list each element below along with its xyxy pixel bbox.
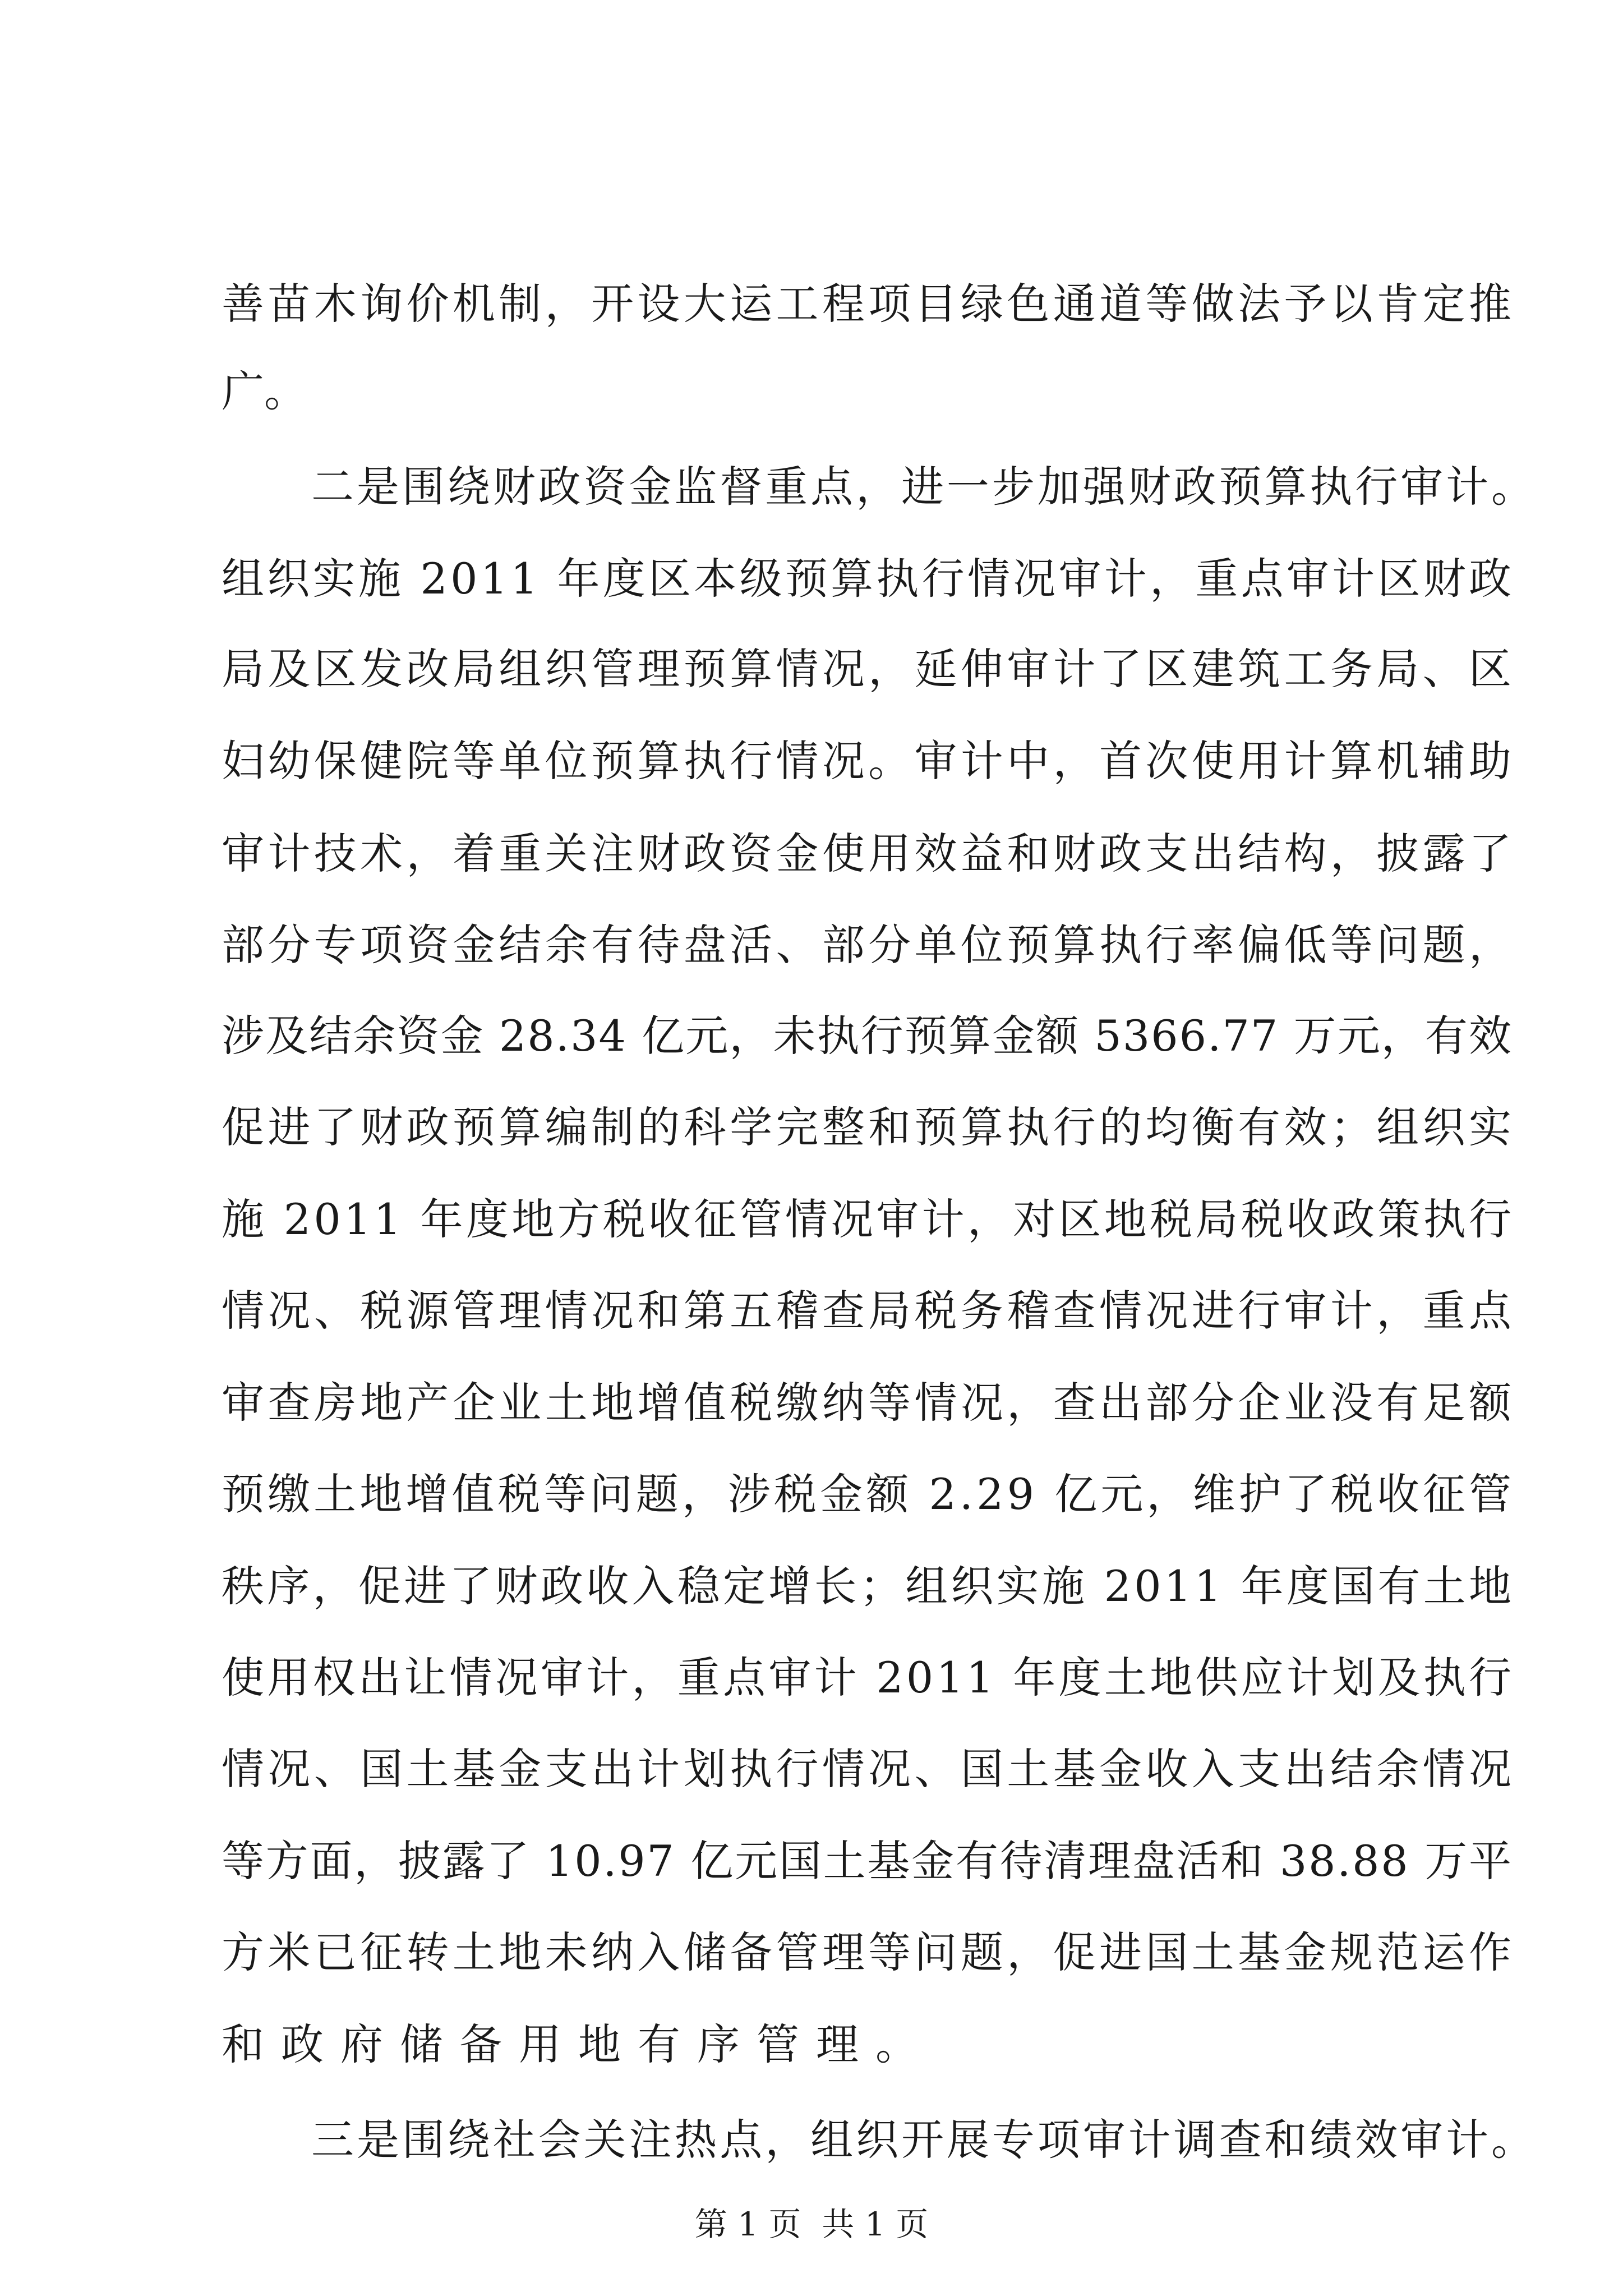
page-number-footer: 第 1 页 共 1 页 <box>694 2205 929 2243</box>
text-line: 和政府储备用地有序管理。 <box>222 2019 935 2069</box>
text-line: 秩序，促进了财政收入稳定增长；组织实施 2011 年度国有土地 <box>222 1561 1515 1611</box>
text-line: 涉及结余资金 28.34 亿元，未执行预算金额 5366.77 万元，有效 <box>222 1011 1513 1061</box>
text-line: 等方面，披露了 10.97 亿元国土基金有待清理盘活和 38.88 万平 <box>222 1836 1513 1886</box>
text-line: 组织实施 2011 年度区本级预算执行情况审计，重点审计区财政 <box>222 554 1515 604</box>
text-line: 善苗木询价机制，开设大运工程项目绿色通道等做法予以肯定推 <box>222 279 1515 329</box>
text-line: 二是围绕财政资金监督重点，进一步加强财政预算执行审计。 <box>311 462 1537 512</box>
text-line: 情况、国土基金支出计划执行情况、国土基金收入支出结余情况 <box>222 1744 1515 1794</box>
text-line: 广。 <box>222 366 307 416</box>
text-line: 促进了财政预算编制的科学完整和预算执行的均衡有效；组织实 <box>222 1102 1515 1152</box>
text-line: 部分专项资金结余有待盘活、部分单位预算执行率偏低等问题， <box>222 920 1515 970</box>
text-line: 施 2011 年度地方税收征管情况审计，对区地税局税收政策执行 <box>222 1194 1515 1244</box>
text-line: 情况、税源管理情况和第五稽查局税务稽查情况进行审计，重点 <box>222 1286 1515 1336</box>
text-line: 预缴土地增值税等问题，涉税金额 2.29 亿元，维护了税收征管 <box>222 1469 1515 1519</box>
text-line: 审查房地产企业土地增值税缴纳等情况，查出部分企业没有足额 <box>222 1378 1515 1428</box>
text-line: 方米已征转土地未纳入储备管理等问题，促进国土基金规范运作 <box>222 1927 1515 1977</box>
text-line: 使用权出让情况审计，重点审计 2011 年度土地供应计划及执行 <box>222 1653 1515 1703</box>
text-line: 妇幼保健院等单位预算执行情况。审计中，首次使用计算机辅助 <box>222 736 1515 786</box>
text-line: 局及区发改局组织管理预算情况，延伸审计了区建筑工务局、区 <box>222 644 1515 694</box>
text-line: 审计技术，着重关注财政资金使用效益和财政支出结构，披露了 <box>222 829 1515 878</box>
text-line: 三是围绕社会关注热点，组织开展专项审计调查和绩效审计。 <box>311 2115 1537 2165</box>
